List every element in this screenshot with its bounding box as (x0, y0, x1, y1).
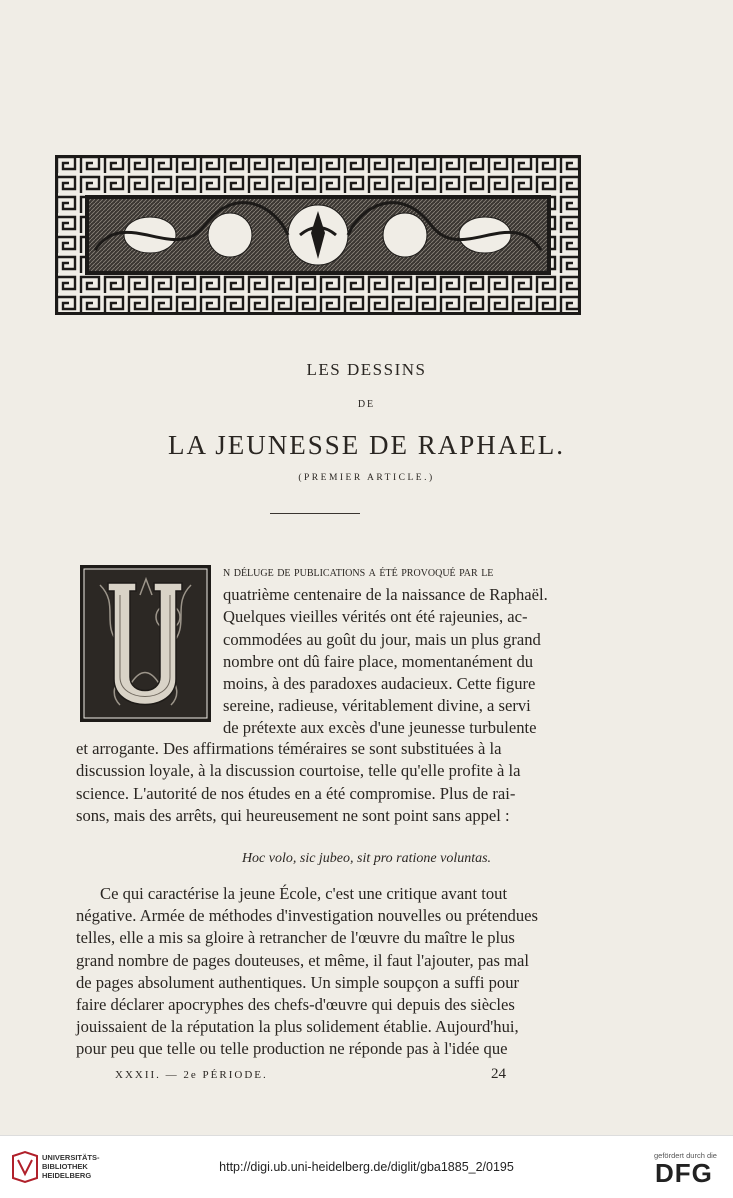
text-line: science. L'autorité de nos études en a été compromise. Plus de rai- (76, 783, 516, 803)
ornamental-banner-icon (55, 155, 581, 315)
text-line: discussion loyale, à la discussion courtoise, telle qu'elle profite à la (76, 761, 521, 781)
text-line: Quelques vieilles vérités ont été rajeunies, ac- (223, 607, 528, 627)
text-line: négative. Armée de méthodes d'investigation nouvelles ou prétendues (76, 906, 538, 926)
permalink-url[interactable]: http://digi.ub.uni-heidelberg.de/diglit/gba1885_2/0195 (219, 1160, 514, 1174)
text-line: et arrogante. Des affirmations téméraires se sont substituées à la (76, 739, 502, 758)
text-line: quatrième centenaire de la naissance de Raphaël. (223, 585, 548, 605)
text-line: telles, elle a mis sa gloire à retrancher de l'œuvre du maître le plus (76, 928, 515, 948)
text-line: de prétexte aux excès d'une jeunesse turbulente (223, 718, 537, 738)
article-subtitle: (PREMIER ARTICLE.) (298, 473, 435, 483)
second-paragraph (76, 883, 557, 1061)
text-line: de pages absolument authentiques. Un simple soupçon a suffi pour (76, 972, 520, 992)
page-footer-volume: XXXII. — 2e PÉRIODE. (115, 1069, 268, 1081)
first-paragraph-full (76, 738, 557, 827)
text-line: faire déclarer apocryphes des chefs-d'œuvre qui depuis des siècles (76, 995, 515, 1015)
title-divider (270, 513, 360, 514)
text-line: moins, à des paradoxes audacieux. Cette figure (223, 674, 536, 694)
heading-line-2: DE (357, 399, 376, 410)
article-title: LA JEUNESSE DE RAPHAEL. (167, 430, 565, 460)
library-name[interactable]: UNIVERSITÄTS- BIBLIOTHEK HEIDELBERG (42, 1153, 100, 1180)
text-line: Ce qui caractérise la jeune École, c'est une critique avant tout (100, 884, 508, 903)
text-line: jouissaient de la réputation la plus solidement établie. Aujourd'hui, (76, 1017, 519, 1037)
text-line: sereine, radieuse, véritablement divine, a servi (223, 696, 531, 716)
first-paragraph-wrapped (223, 560, 557, 740)
text-line: pour peu que telle ou telle production ne réponde pas à l'idée que (76, 1039, 508, 1059)
text-line: commodées au goût du jour, mais un plus grand (223, 629, 541, 649)
text-line: sons, mais des arrêts, qui heureusement ne sont point sans appel : (76, 805, 510, 825)
ornate-initial-u-icon (80, 565, 211, 722)
heading-line-1: LES DESSINS (306, 360, 427, 379)
dfg-logo[interactable]: DFG (655, 1158, 713, 1188)
latin-quote: Hoc volo, sic jubeo, sit pro ratione voluntas. (241, 851, 492, 866)
funded-by-label: gefördert durch die (654, 1151, 717, 1160)
drop-cap-continuation: n déluge de publications a été provoqué par le (223, 565, 494, 580)
text-line: grand nombre de pages douteuses, et même, il faut l'ajouter, pas mal (76, 950, 529, 970)
page-number: 24 (491, 1066, 506, 1082)
text-line: nombre ont dû faire place, momentanément du (223, 651, 534, 671)
